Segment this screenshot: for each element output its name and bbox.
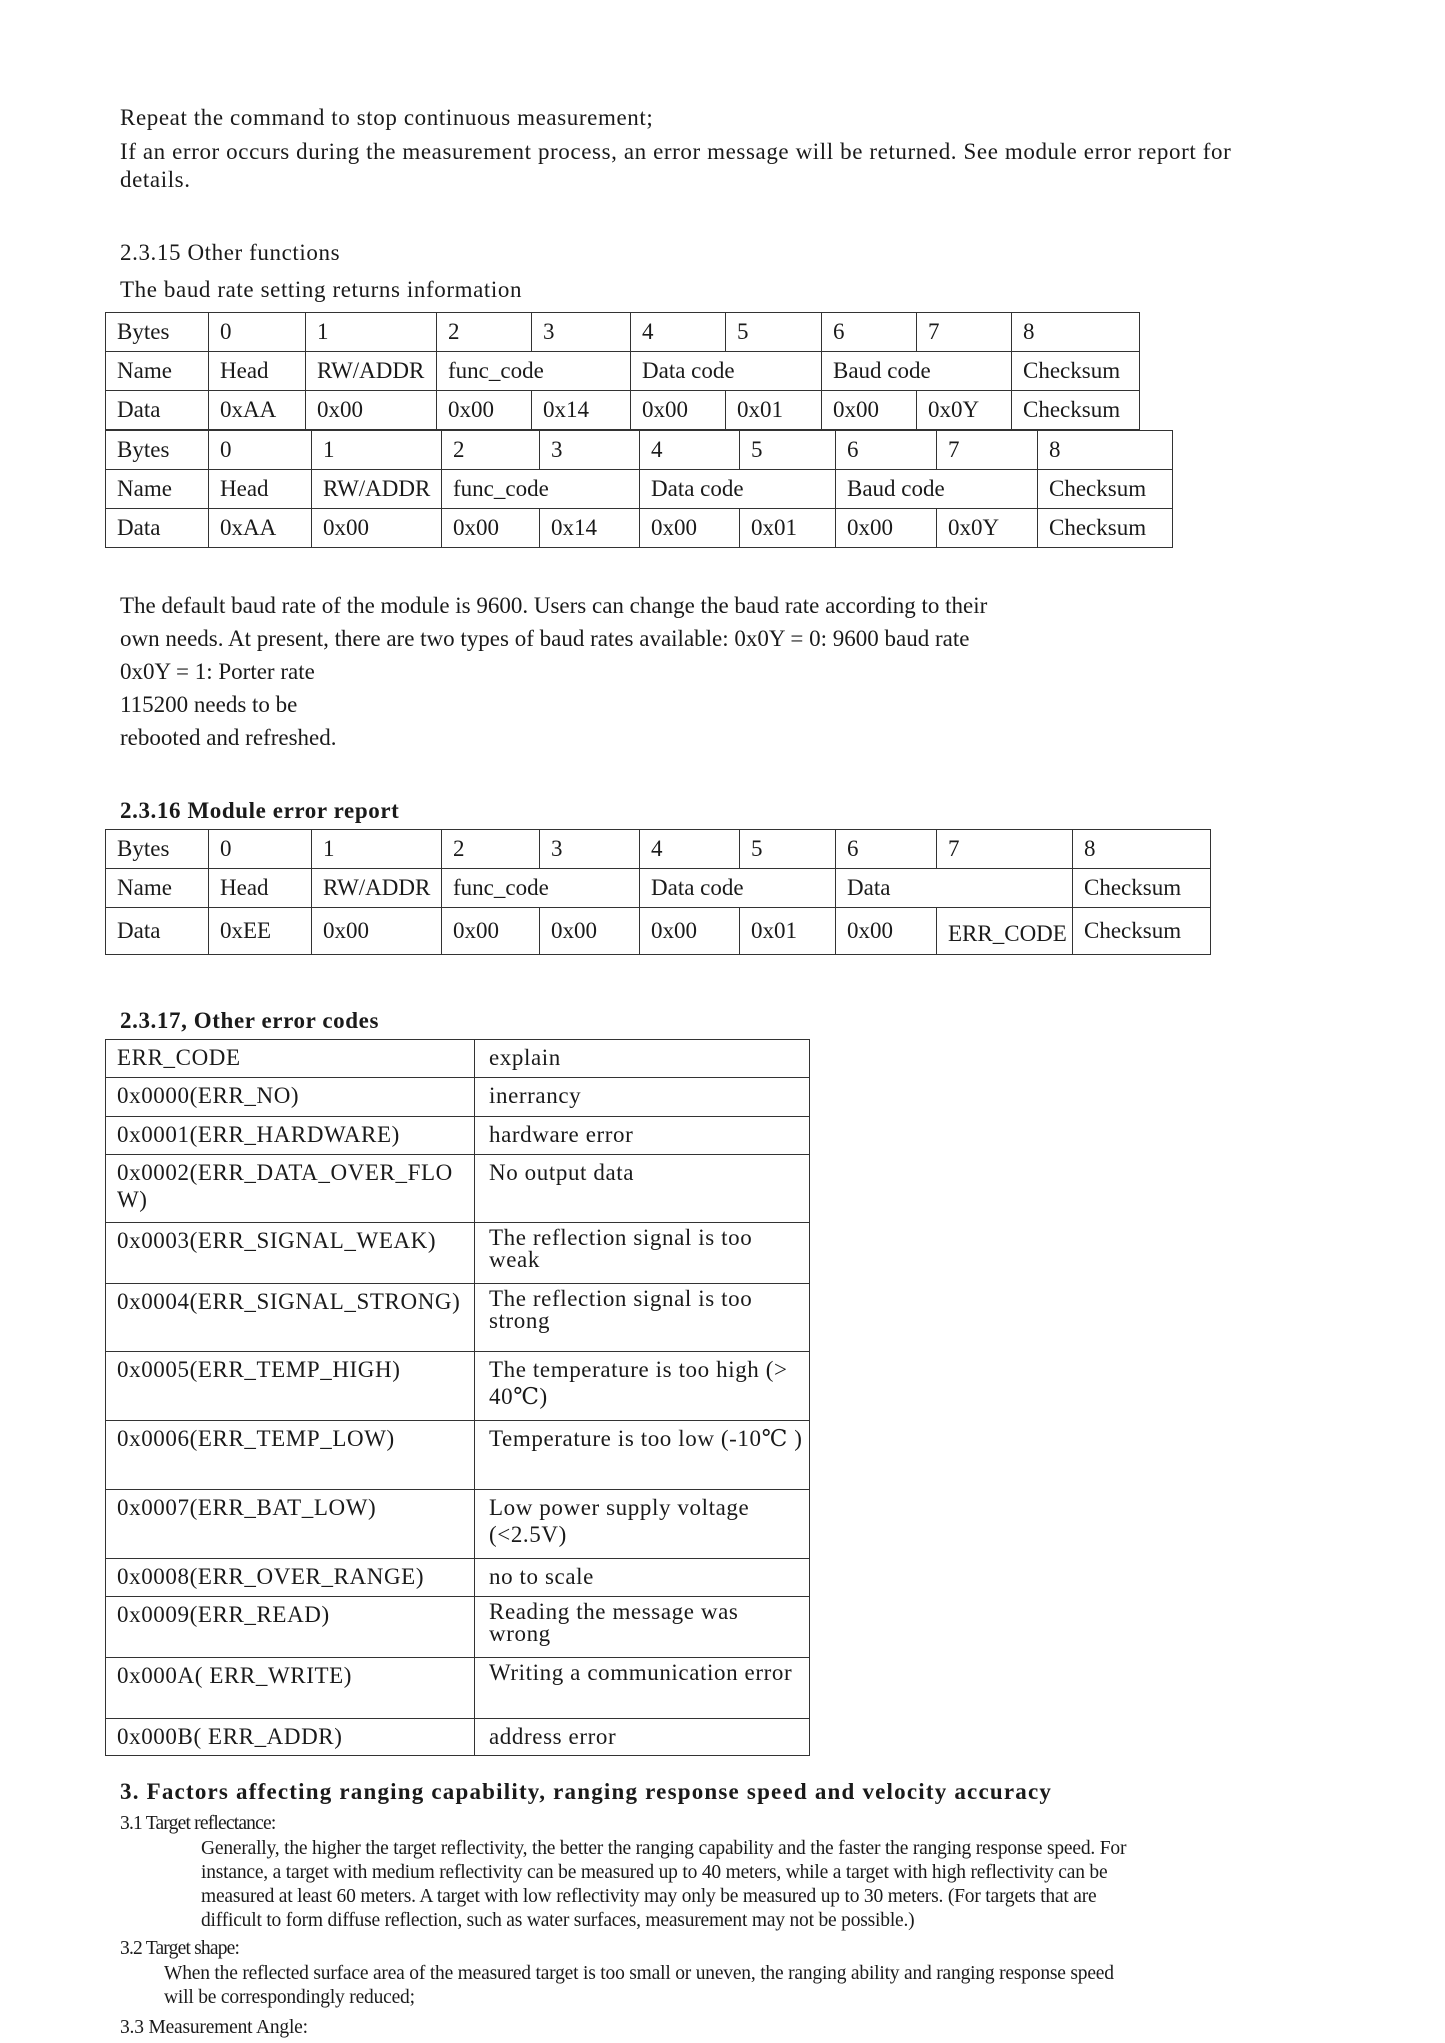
- section-3-1-title: 3.1 Target reflectance:: [120, 1813, 276, 1834]
- table-cell: Reading the message was wrong: [475, 1597, 810, 1658]
- paragraph-line: When the reflected surface area of the measured target is too small or uneven, the ranging ability and ranging response speed: [164, 1963, 1114, 1984]
- table-cell: explain: [475, 1040, 810, 1078]
- table-cell: 0xAA: [209, 509, 312, 548]
- table-cell: 0: [209, 830, 312, 869]
- table-cell: RW/ADDR: [312, 470, 442, 509]
- table-cell: 0x00: [640, 908, 740, 955]
- table-cell: Low power supply voltage (<2.5V): [475, 1490, 810, 1559]
- section-3-heading: 3. Factors affecting ranging capability, ranging response speed and velocity accuracy: [120, 1779, 1053, 1804]
- table-cell: 0x01: [740, 509, 836, 548]
- baud-rate-paragraph: [120, 589, 987, 754]
- table-cell: RW/ADDR: [306, 352, 437, 391]
- table-row: [106, 509, 1173, 548]
- table-cell: 0xEE: [209, 908, 312, 955]
- baud-rate-table-duplicate: [105, 430, 1173, 548]
- section-3-3-title: 3.3 Measurement Angle:: [120, 2017, 308, 2038]
- table-cell: 0x00: [822, 391, 917, 430]
- table-cell: no to scale: [475, 1559, 810, 1597]
- paragraph-line: difficult to form diffuse reflection, such as water surfaces, measurement may not be possible.): [201, 1910, 915, 1931]
- table-cell: 0x0003(ERR_SIGNAL_WEAK): [106, 1223, 475, 1284]
- table-cell: 0x00: [442, 509, 540, 548]
- table-cell: hardware error: [475, 1117, 810, 1155]
- table-cell: Data code: [640, 470, 836, 509]
- table-cell: Checksum: [1038, 470, 1173, 509]
- table-cell: Baud code: [836, 470, 1038, 509]
- table-cell: 2: [437, 313, 532, 352]
- table-cell: func_code: [437, 352, 631, 391]
- paragraph-line: The default baud rate of the module is 9600. Users can change the baud rate according to their: [120, 593, 988, 618]
- table-row: [106, 1352, 810, 1421]
- table-cell: Checksum: [1038, 509, 1173, 548]
- table-row: [106, 1421, 810, 1490]
- table-cell: func_code: [442, 470, 640, 509]
- table-cell: 0x00: [631, 391, 726, 430]
- table-cell: 6: [836, 431, 937, 470]
- table-cell: 0x0005(ERR_TEMP_HIGH): [106, 1352, 475, 1421]
- table-cell: Temperature is too low (-10℃ ): [475, 1421, 810, 1490]
- table-cell: Baud code: [822, 352, 1012, 391]
- table-row: [106, 431, 1173, 470]
- table-row: [106, 1155, 810, 1223]
- table-cell: 4: [640, 431, 740, 470]
- table-cell: Data: [106, 391, 209, 430]
- module-error-table: [105, 829, 1211, 955]
- table-cell: Data: [106, 509, 209, 548]
- section-3-2-body: [164, 1962, 1114, 2010]
- table-cell: 0x00: [312, 908, 442, 955]
- table-cell: 0x00: [836, 509, 937, 548]
- paragraph-line: 115200 needs to be: [120, 692, 298, 717]
- table-cell: 8: [1038, 431, 1173, 470]
- table-cell: 0x0001(ERR_HARDWARE): [106, 1117, 475, 1155]
- section-3-2-title: 3.2 Target shape:: [120, 1938, 240, 1959]
- paragraph-line: rebooted and refreshed.: [120, 725, 337, 750]
- table-row: [106, 1658, 810, 1719]
- table-cell: 0x000B( ERR_ADDR): [106, 1719, 475, 1756]
- intro-line-1: Repeat the command to stop continuous measurement;: [120, 105, 654, 130]
- table-cell: Checksum: [1012, 352, 1140, 391]
- table-cell: 4: [640, 830, 740, 869]
- table-cell: 5: [740, 431, 836, 470]
- table-cell: 0x00: [836, 908, 937, 955]
- table-cell: ERR_CODE: [106, 1040, 475, 1078]
- table-row: [106, 908, 1211, 955]
- table-cell: 3: [540, 830, 640, 869]
- section-2-3-16-heading: 2.3.16 Module error report: [120, 798, 400, 823]
- table-cell: 0x0002(ERR_DATA_OVER_FLOW): [106, 1155, 475, 1223]
- section-2-3-15-heading: 2.3.15 Other functions: [120, 240, 341, 265]
- paragraph-line: own needs. At present, there are two types of baud rates available: 0x0Y = 0: 9600 baud rate: [120, 626, 970, 651]
- table-cell: 0x0004(ERR_SIGNAL_STRONG): [106, 1284, 475, 1352]
- paragraph-line: Generally, the higher the target reflectivity, the better the ranging capability and the faster the ranging response speed. For: [201, 1838, 1127, 1859]
- table-cell: 0x00: [437, 391, 532, 430]
- table-cell: Data: [106, 908, 209, 955]
- intro-line-2: If an error occurs during the measurement process, an error message will be returned. See module error report for details.: [120, 139, 1232, 192]
- table-row: [106, 1223, 810, 1284]
- paragraph-line: instance, a target with medium reflectivity can be measured up to 40 meters, while a target with high reflectivity can be: [201, 1862, 1108, 1883]
- table-row: [106, 1559, 810, 1597]
- section-3-1-body: [201, 1837, 1126, 1933]
- table-cell: Checksum: [1012, 391, 1140, 430]
- table-row: [106, 830, 1211, 869]
- paragraph-line: will be correspondingly reduced;: [164, 1987, 415, 2008]
- table-cell: 1: [306, 313, 437, 352]
- table-cell: Bytes: [106, 313, 209, 352]
- table-cell: 5: [740, 830, 836, 869]
- table-cell: 3: [540, 431, 640, 470]
- table-row: [106, 869, 1211, 908]
- table-cell: 6: [822, 313, 917, 352]
- table-cell: 0: [209, 431, 312, 470]
- table-cell: 0x00: [442, 908, 540, 955]
- table-cell: 0x14: [540, 509, 640, 548]
- table-cell: 0x0006(ERR_TEMP_LOW): [106, 1421, 475, 1490]
- table-cell: The temperature is too high (> 40℃): [475, 1352, 810, 1421]
- table-cell: ERR_CODE: [937, 908, 1073, 955]
- table-cell: 0x0000(ERR_NO): [106, 1078, 475, 1117]
- table-cell: 0x14: [532, 391, 631, 430]
- table-cell: RW/ADDR: [312, 869, 442, 908]
- table-cell: 7: [937, 431, 1038, 470]
- table-cell: 7: [917, 313, 1012, 352]
- table-cell: address error: [475, 1719, 810, 1756]
- table-cell: 0x000A( ERR_WRITE): [106, 1658, 475, 1719]
- table-cell: 5: [726, 313, 822, 352]
- table-cell: Head: [209, 869, 312, 908]
- table-cell: Name: [106, 352, 209, 391]
- table-row: [106, 1078, 810, 1117]
- error-codes-table: [105, 1039, 810, 1756]
- table-cell: 4: [631, 313, 726, 352]
- table-cell: 6: [836, 830, 937, 869]
- table-cell: 0x0008(ERR_OVER_RANGE): [106, 1559, 475, 1597]
- table-cell: 1: [312, 431, 442, 470]
- table-row: [106, 391, 1140, 430]
- table-cell: 0x01: [726, 391, 822, 430]
- table-cell: func_code: [442, 869, 640, 908]
- table-row: [106, 1117, 810, 1155]
- table-cell: 0xAA: [209, 391, 306, 430]
- table-cell: 0x0009(ERR_READ): [106, 1597, 475, 1658]
- table-cell: 0x01: [740, 908, 836, 955]
- table-cell: 8: [1073, 830, 1211, 869]
- table-cell: 2: [442, 431, 540, 470]
- table-row: [106, 1490, 810, 1559]
- table-row: [106, 1284, 810, 1352]
- table-cell: 0x0Y: [917, 391, 1012, 430]
- table-row: [106, 1040, 810, 1078]
- table-cell: Writing a communication error: [475, 1658, 810, 1719]
- table-row: [106, 470, 1173, 509]
- table-cell: 0x00: [312, 509, 442, 548]
- table-cell: Bytes: [106, 830, 209, 869]
- table-cell: 0x0007(ERR_BAT_LOW): [106, 1490, 475, 1559]
- table-cell: 0x00: [540, 908, 640, 955]
- table-row: [106, 1597, 810, 1658]
- table-cell: Data code: [631, 352, 822, 391]
- table-row: [106, 313, 1140, 352]
- baud-return-subheading: The baud rate setting returns information: [120, 277, 523, 302]
- table-cell: The reflection signal is too weak: [475, 1223, 810, 1284]
- table-cell: 8: [1012, 313, 1140, 352]
- table-cell: Data code: [640, 869, 836, 908]
- table-cell: 0x00: [640, 509, 740, 548]
- table-cell: No output data: [475, 1155, 810, 1223]
- paragraph-line: measured at least 60 meters. A target with low reflectivity may only be measured up to 30 meters. (For targets that are: [201, 1886, 1097, 1907]
- table-cell: 1: [312, 830, 442, 869]
- table-cell: inerrancy: [475, 1078, 810, 1117]
- table-cell: 0x00: [306, 391, 437, 430]
- table-cell: Data: [836, 869, 1073, 908]
- paragraph-line: 0x0Y = 1: Porter rate: [120, 659, 315, 684]
- table-cell: Bytes: [106, 431, 209, 470]
- table-cell: Name: [106, 869, 209, 908]
- baud-rate-table: [105, 312, 1140, 430]
- table-cell: The reflection signal is too strong: [475, 1284, 810, 1352]
- table-cell: 3: [532, 313, 631, 352]
- table-cell: Head: [209, 352, 306, 391]
- table-cell: 0: [209, 313, 306, 352]
- table-row: [106, 352, 1140, 391]
- table-cell: Name: [106, 470, 209, 509]
- section-2-3-17-heading: 2.3.17, Other error codes: [120, 1008, 380, 1033]
- table-cell: Checksum: [1073, 869, 1211, 908]
- table-cell: Head: [209, 470, 312, 509]
- table-row: [106, 1719, 810, 1756]
- table-cell: 2: [442, 830, 540, 869]
- table-cell: 0x0Y: [937, 509, 1038, 548]
- table-cell: 7: [937, 830, 1073, 869]
- table-cell: Checksum: [1073, 908, 1211, 955]
